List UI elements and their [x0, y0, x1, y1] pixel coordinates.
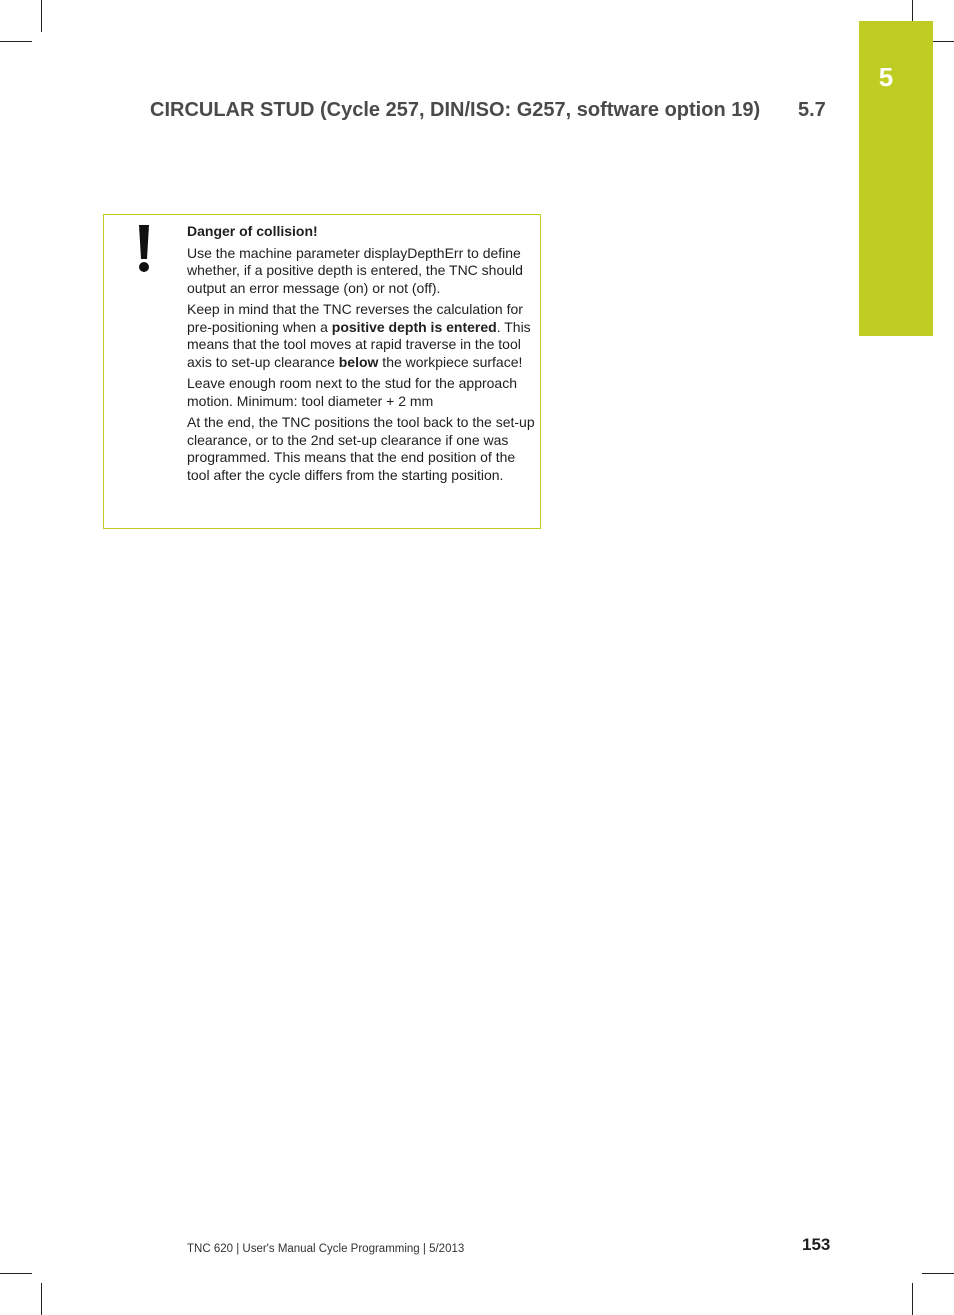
crop-mark	[922, 1273, 954, 1274]
crop-mark	[41, 0, 42, 32]
warning-note	[103, 214, 541, 529]
chapter-tab	[859, 21, 933, 336]
note-paragraph: At the end, the TNC positions the tool back to the set-up clearance, or to the 2nd set-up clearance if one was programmed. This means that the end position of the tool after the cycle differs from the starting position.	[187, 414, 535, 483]
note-title: Danger of collision!	[187, 223, 318, 239]
chapter-number: 5	[878, 62, 894, 92]
page-title: CIRCULAR STUD (Cycle 257, DIN/ISO: G257, software option 19)	[150, 99, 761, 121]
note-paragraph: Leave enough room next to the stud for the approach motion. Minimum: tool diameter + 2 mm	[187, 375, 518, 409]
note-paragraph: Keep in mind that the TNC reverses the calculation for pre-positioning when a positive depth is entered. This means that the tool moves at rapid traverse in the tool axis to set-up clearance below the workpiece surface!	[187, 301, 531, 370]
footer-text: TNC 620 | User's Manual Cycle Programming | 5/2013	[187, 1243, 465, 1255]
page-number: 153	[802, 1235, 831, 1254]
note-body	[187, 223, 537, 488]
crop-mark	[0, 41, 32, 42]
exclamation-icon	[137, 225, 151, 273]
section-number: 5.7	[798, 99, 826, 121]
crop-mark	[912, 1283, 913, 1315]
crop-mark	[41, 1283, 42, 1315]
crop-mark	[0, 1273, 32, 1274]
note-paragraph: Use the machine parameter displayDepthErr to define whether, if a positive depth is entered, the TNC should output an error message (on) or not (off).	[187, 244, 523, 296]
